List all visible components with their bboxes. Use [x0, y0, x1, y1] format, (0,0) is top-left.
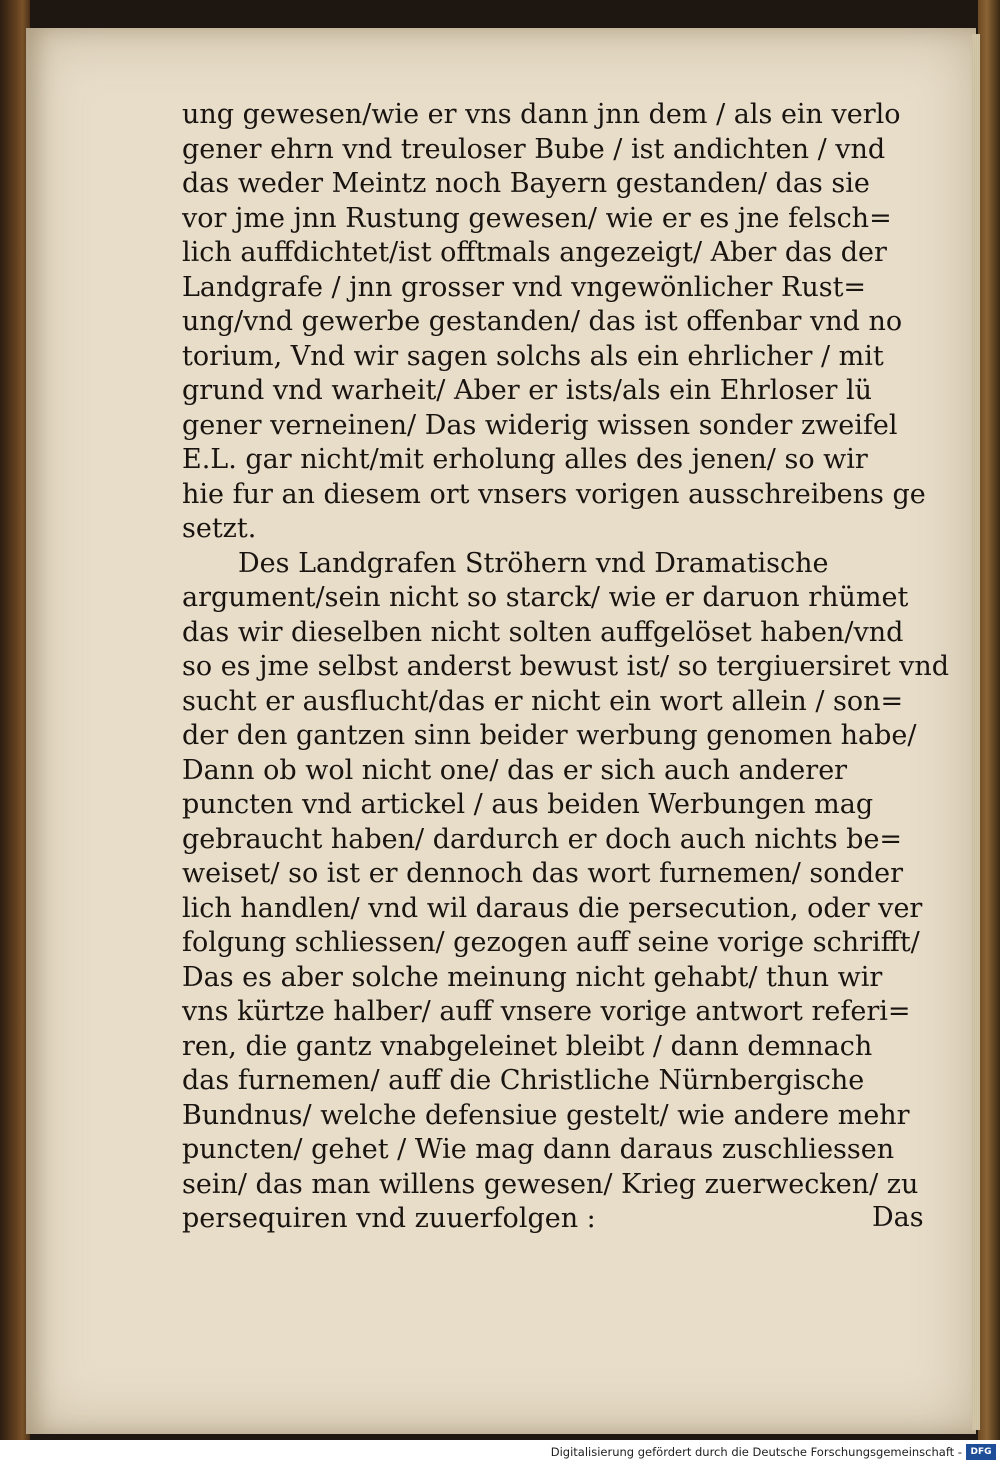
- text-line: Landgrafe / jnn grosser vnd vngewönlicher Rust=: [182, 271, 867, 303]
- text-line: hie fur an diesem ort vnsers vorigen ausschreibens ge: [182, 478, 926, 510]
- text-line: der den gantzen sinn beider werbung genomen habe/: [182, 720, 917, 751]
- book-binding-right: [978, 0, 1000, 1440]
- text-line: Bundnus/ welche defensiue gestelt/ wie andere mehr: [182, 1099, 910, 1131]
- text-line: vor jme jnn Rustung gewesen/ wie er es jne felsch=: [182, 202, 892, 234]
- text-line: ung/vnd gewerbe gestanden/ das ist offenbar vnd no: [182, 306, 903, 337]
- text-line: ren, die gantz vnabgeleinet bleibt / dann demnach: [182, 1030, 873, 1062]
- text-line: sein/ das man willens gewesen/ Krieg zuerwecken/ zu: [182, 1168, 919, 1200]
- funding-credit: Digitalisierung gefördert durch die Deutsche Forschungsgemeinschaft -: [550, 1445, 962, 1459]
- page-edges: [972, 34, 980, 1430]
- text-line: puncten/ gehet / Wie mag dann daraus zuschliessen: [182, 1134, 895, 1165]
- dfg-logo: DFG: [966, 1444, 996, 1460]
- text-line: gebraucht haben/ dardurch er doch auch nichts be=: [182, 823, 903, 855]
- text-line: das weder Meintz noch Bayern gestanden/ das sie: [182, 168, 870, 199]
- text-line: puncten vnd artickel / aus beiden Werbungen mag: [182, 789, 874, 820]
- text-line: torium, Vnd wir sagen solchs als ein ehrlicher / mit: [182, 340, 884, 372]
- paragraph-start-line: Des Landgrafen Ströhern vnd Dramatische: [238, 547, 829, 579]
- text-line: so es jme selbst anderst bewust ist/ so tergiuersiret vnd: [182, 651, 950, 682]
- footer-bar: [0, 1440, 1000, 1465]
- text-line: grund vnd warheit/ Aber er ists/als ein Ehrloser lü: [182, 375, 873, 406]
- text-line: lich handlen/ vnd wil daraus die persecution, oder ver: [182, 892, 923, 924]
- text-line: argument/sein nicht so starck/ wie er daruon rhümet: [182, 582, 909, 613]
- text-line: ung gewesen/wie er vns dann jnn dem / als ein verlo: [182, 99, 901, 130]
- text-line: E.L. gar nicht/mit erholung alles des jenen/ so wir: [182, 444, 868, 475]
- text-line: weiset/ so ist er dennoch das wort furnemen/ sonder: [182, 858, 904, 889]
- text-line: setzt.: [182, 513, 257, 544]
- text-line: Das es aber solche meinung nicht gehabt/ thun wir: [182, 961, 883, 993]
- text-line: vns kürtze halber/ auff vnsere vorige antwort referi=: [182, 996, 911, 1027]
- page-text: [182, 98, 952, 1237]
- text-line: folgung schliessen/ gezogen auff seine vorige schrifft/: [182, 927, 920, 958]
- text-line: persequiren vnd zuuerfolgen :: [182, 1203, 596, 1234]
- text-line: das wir dieselben nicht solten auffgelöset haben/vnd: [182, 616, 904, 648]
- text-line: Dann ob wol nicht one/ das er sich auch anderer: [182, 754, 848, 786]
- text-line: gener verneinen/ Das widerig wissen sonder zweifel: [182, 409, 898, 441]
- catchword: Das: [872, 1202, 924, 1233]
- text-line: das furnemen/ auff die Christliche Nürnbergische: [182, 1065, 865, 1096]
- text-line: gener ehrn vnd treuloser Bube / ist andichten / vnd: [182, 133, 886, 165]
- text-line: sucht er ausflucht/das er nicht ein wort allein / son=: [182, 685, 904, 717]
- text-line: lich auffdichtet/ist offtmals angezeigt/ Aber das der: [182, 237, 887, 268]
